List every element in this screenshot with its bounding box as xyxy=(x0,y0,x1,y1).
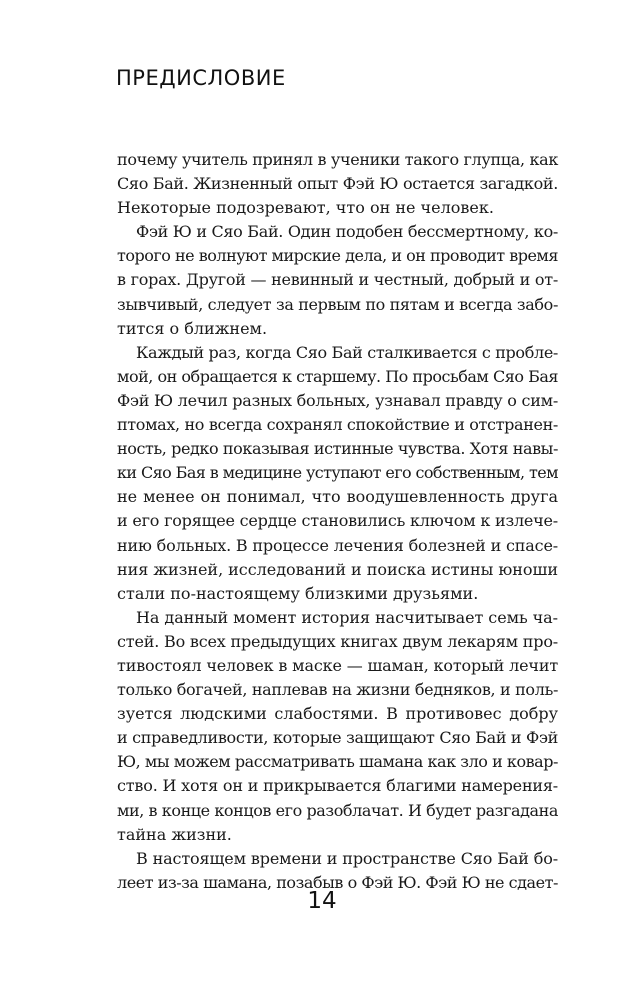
text-line: нию больных. В процессе лечения болезней и спасе- xyxy=(117,535,559,555)
text-line: птомах, но всегда сохранял спокойствие и отстранен- xyxy=(117,415,558,435)
text-line: В настоящем времени и пространстве Сяо Бай бо- xyxy=(136,848,558,868)
text-line: тивостоял человек в маске — шаман, который лечит xyxy=(117,655,559,675)
text-line: Каждый раз, когда Сяо Бай сталкивается с пробле- xyxy=(136,342,558,362)
text-line: и его горящее сердце становились ключом к излече- xyxy=(117,511,559,531)
text-line: почему учитель принял в ученики такого глупца, как xyxy=(117,150,558,169)
text-line: На данный момент история насчитывает семь ча- xyxy=(136,607,559,627)
text-line: мой, он обращается к старшему. По просьбам Сяо Бая xyxy=(117,366,559,386)
text-line: ность, редко показывая истинные чувства. Хотя навы- xyxy=(117,439,558,459)
text-line: не менее он понимал, что воодушевленность друга xyxy=(117,487,558,507)
running-header: ПРЕДИСЛОВИЕ xyxy=(116,66,286,90)
text-line: торого не волнуют мирские дела, и он проводит время xyxy=(117,246,558,266)
text-line: Сяо Бай. Жизненный опыт Фэй Ю остается загадкой. xyxy=(117,174,559,194)
text-line: зывчивый, следует за первым по пятам и всегда забо- xyxy=(117,294,558,314)
text-line: Фэй Ю лечил разных больных, узнавал правду о сим- xyxy=(117,390,558,410)
page-number: 14 xyxy=(307,888,337,914)
text-line: стей. Во всех предыдущих книгах двум лекарям про- xyxy=(117,631,559,651)
text-line: Фэй Ю и Сяо Бай. Один подобен бессмертному, ко- xyxy=(136,222,559,242)
text-line: ки Сяо Бая в медицине уступают его собственным, тем xyxy=(117,463,558,483)
text-line: и справедливости, которые защищают Сяо Бай и Фэй xyxy=(117,728,559,748)
text-line: тится о ближнем. xyxy=(117,318,268,338)
text-line: зуется людскими слабостями. В противовес добру xyxy=(117,704,558,724)
text-line: Ю, мы можем рассматривать шамана как зло и ковар- xyxy=(117,752,558,772)
text-line: стали по-настоящему близкими друзьями. xyxy=(117,583,479,603)
text-line: только богачей, наплевав на жизни бедняков, и поль- xyxy=(117,680,559,700)
text-line: тайна жизни. xyxy=(117,824,232,844)
text-line: Некоторые подозревают, что он не человек. xyxy=(117,198,494,218)
text-line: ми, в конце концов его разоблачат. И будет разгадана xyxy=(117,800,558,820)
text-line: ство. И хотя он и прикрывается благими намерения- xyxy=(117,776,559,796)
text-line: леет из-за шамана, позабыв о Фэй Ю. Фэй Ю не сдает- xyxy=(117,872,558,892)
text-line: ния жизней, исследований и поиска истины юноши xyxy=(117,559,558,579)
text-line: в горах. Другой — невинный и честный, добрый и от- xyxy=(117,270,558,290)
page-body xyxy=(117,148,558,895)
